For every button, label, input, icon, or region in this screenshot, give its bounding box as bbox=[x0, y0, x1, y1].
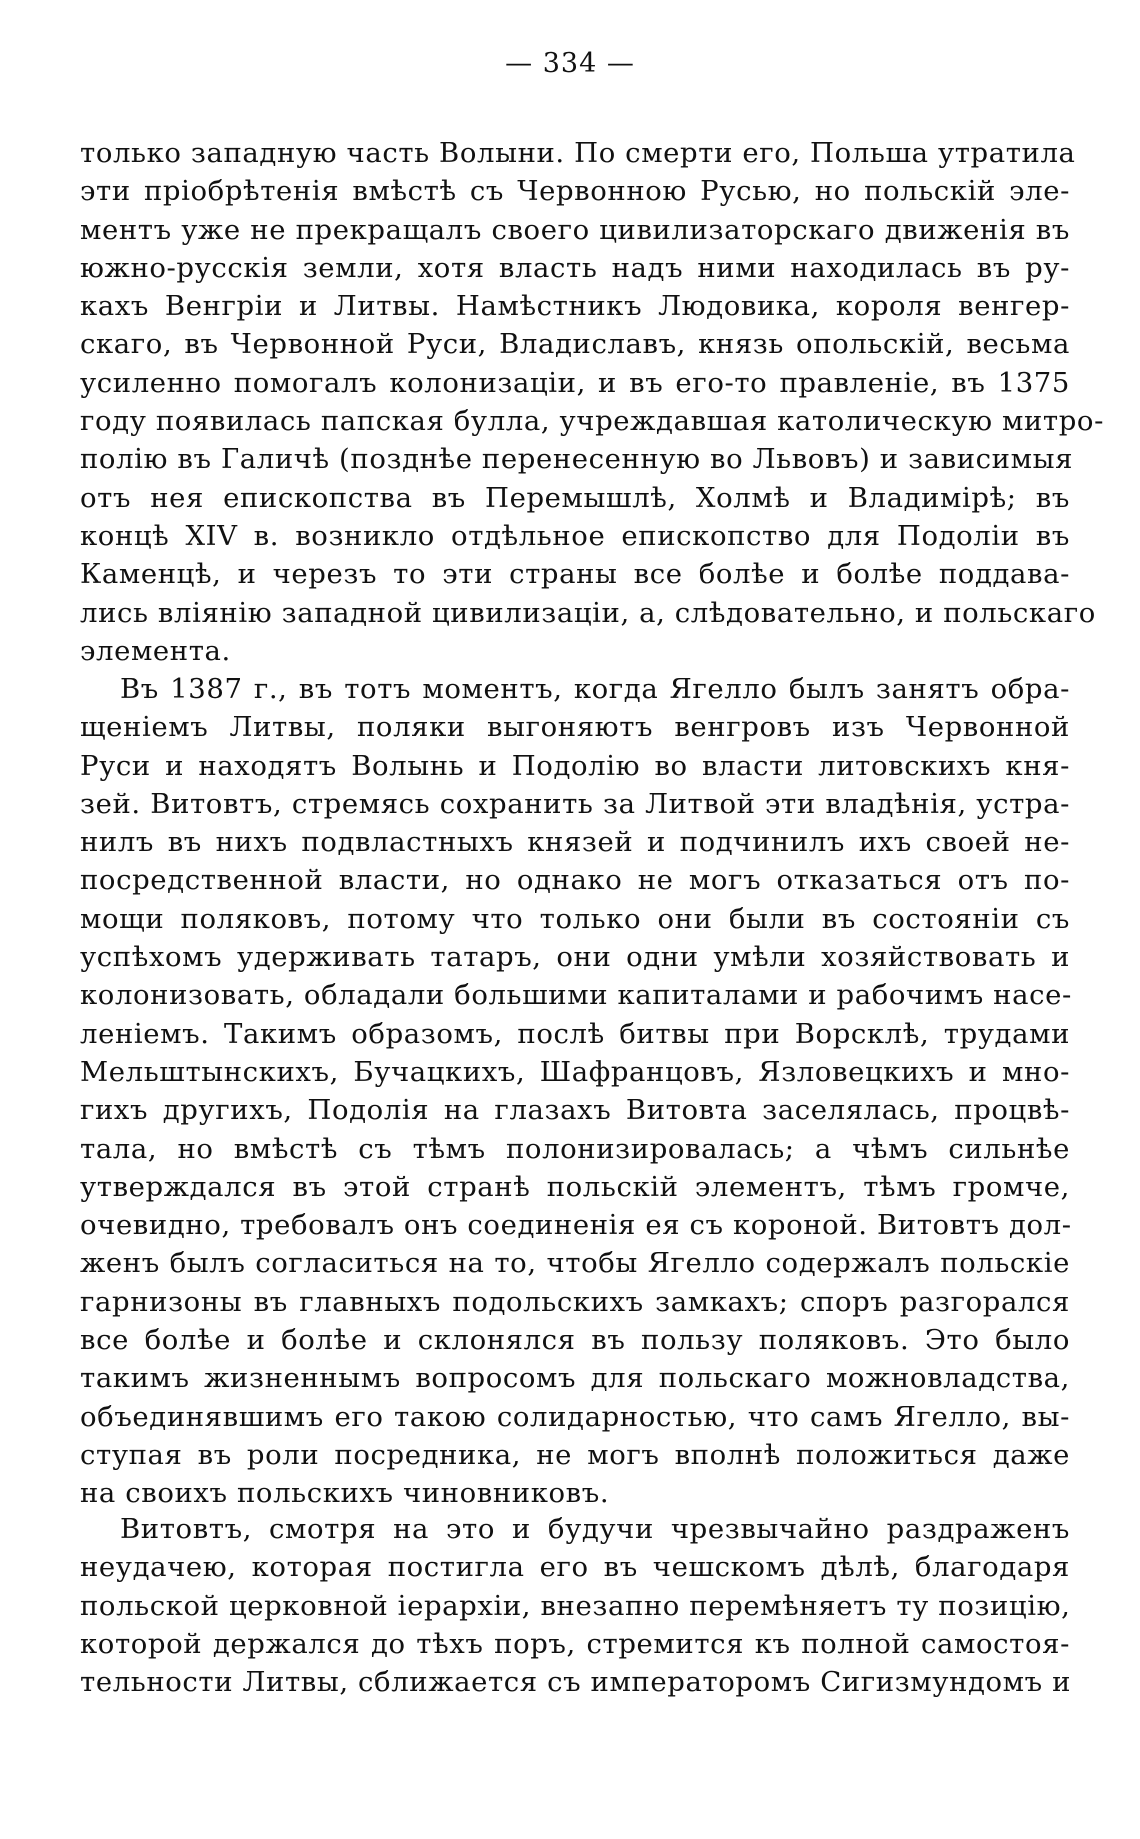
paragraph-3 bbox=[80, 1510, 1070, 1701]
paragraph-2 bbox=[80, 670, 1070, 1513]
text-line: полію въ Галичѣ (позднѣе перенесенную во Львовъ) и зависимыя bbox=[80, 443, 1074, 476]
text-line: отъ нея епископства въ Перемышлѣ, Холмѣ и Владимірѣ; въ bbox=[80, 481, 1070, 514]
text-line: которой держался до тѣхъ поръ, стремится къ полной самостоя- bbox=[80, 1627, 1070, 1660]
text-line: посредственной власти, но однако не могъ отказаться отъ по- bbox=[80, 864, 1070, 897]
text-line: леніемъ. Такимъ образомъ, послѣ битвы при Ворсклѣ, трудами bbox=[80, 1017, 1070, 1050]
text-line: все болѣе и болѣе и склонялся въ пользу поляковъ. Это было bbox=[80, 1324, 1070, 1357]
text-line: на своихъ польскихъ чиновниковъ. bbox=[80, 1477, 610, 1510]
text-line: нилъ въ нихъ подвластныхъ князей и подчинилъ ихъ своей не- bbox=[80, 826, 1070, 859]
text-line: тала, но вмѣстѣ съ тѣмъ полонизировалась; а чѣмъ сильнѣе bbox=[80, 1132, 1070, 1165]
text-line: зей. Витовтъ, стремясь сохранить за Литвой эти владѣнія, устра- bbox=[80, 787, 1070, 820]
text-line: усиленно помогалъ колонизаціи, и въ его-то правленіе, въ 1375 bbox=[80, 366, 1070, 399]
page-number: — 334 — bbox=[505, 48, 635, 79]
text-line: объединявшимъ его такою солидарностью, что самъ Ягелло, вы- bbox=[80, 1400, 1070, 1433]
text-line: женъ былъ согласиться на то, чтобы Ягелло содержалъ польскіе bbox=[80, 1247, 1070, 1280]
text-line: утверждался въ этой странѣ польскій элементъ, тѣмъ громче, bbox=[80, 1170, 1070, 1203]
text-line: ступая въ роли посредника, не могъ вполнѣ положиться даже bbox=[80, 1438, 1070, 1471]
text-line: элемента. bbox=[80, 634, 231, 667]
text-line: мощи поляковъ, потому что только они были въ состояніи съ bbox=[80, 902, 1070, 935]
text-line: Въ 1387 г., въ тотъ моментъ, когда Ягелло былъ занятъ обра- bbox=[120, 673, 1070, 705]
text-line: концѣ XIV в. возникло отдѣльное епископство для Подоліи въ bbox=[80, 519, 1070, 552]
text-line: ментъ уже не прекращалъ своего цивилизаторскаго движенія въ bbox=[80, 213, 1070, 246]
text-line: гарнизоны въ главныхъ подольскихъ замкахъ; споръ разгорался bbox=[80, 1285, 1070, 1318]
text-line: неудачею, которая постигла его въ чешскомъ дѣлѣ, благодаря bbox=[80, 1551, 1070, 1584]
text-line: очевидно, требовалъ онъ соединенія ея съ короной. Витовтъ дол- bbox=[80, 1209, 1072, 1242]
text-line: кахъ Венгріи и Литвы. Намѣстникъ Людовика, короля венгер- bbox=[80, 290, 1070, 323]
text-line: эти пріобрѣтенія вмѣстѣ съ Червонною Русью, но польскій эле- bbox=[80, 175, 1070, 208]
text-line: колонизовать, обладали большими капиталами и рабочимъ насе- bbox=[80, 979, 1072, 1012]
text-line: такимъ жизненнымъ вопросомъ для польскаго можновладства, bbox=[80, 1362, 1070, 1395]
text-line: тельности Литвы, сближается съ императоромъ Сигизмундомъ и bbox=[80, 1666, 1072, 1699]
text-line: лись вліянію западной цивилизаціи, а, слѣдовательно, и польскаго bbox=[80, 596, 1096, 629]
text-line: гихъ другихъ, Подолія на глазахъ Витовта заселялась, процвѣ- bbox=[80, 1094, 1070, 1127]
text-line: Мельштынскихъ, Бучацкихъ, Шафранцовъ, Язловецкихъ и мно- bbox=[80, 1055, 1070, 1088]
text-line: успѣхомъ удерживать татаръ, они одни умѣли хозяйствовать и bbox=[80, 941, 1070, 974]
paragraph-1 bbox=[80, 134, 1104, 670]
text-line: польской церковной іерархіи, внезапно перемѣняетъ ту позицію, bbox=[80, 1589, 1071, 1622]
text-line: скаго, въ Червонной Руси, Владиславъ, князь опольскій, весьма bbox=[80, 328, 1070, 361]
text-line: Руси и находятъ Волынь и Подолію во власти литовскихъ кня- bbox=[80, 749, 1070, 782]
text-line: Витовтъ, смотря на это и будучи чрезвычайно раздраженъ bbox=[120, 1513, 1070, 1545]
text-line: южно-русскія земли, хотя власть надъ ними находилась въ ру- bbox=[80, 251, 1070, 284]
text-line: Каменцѣ, и черезъ то эти страны все болѣе и болѣе поддава- bbox=[80, 558, 1070, 591]
text-line: году появилась папская булла, учреждавшая католическую митро- bbox=[80, 405, 1104, 438]
text-line: щеніемъ Литвы, поляки выгоняютъ венгровъ изъ Червонной bbox=[80, 711, 1070, 744]
text-line: только западную часть Волыни. По смерти его, Польша утратила bbox=[80, 137, 1076, 169]
